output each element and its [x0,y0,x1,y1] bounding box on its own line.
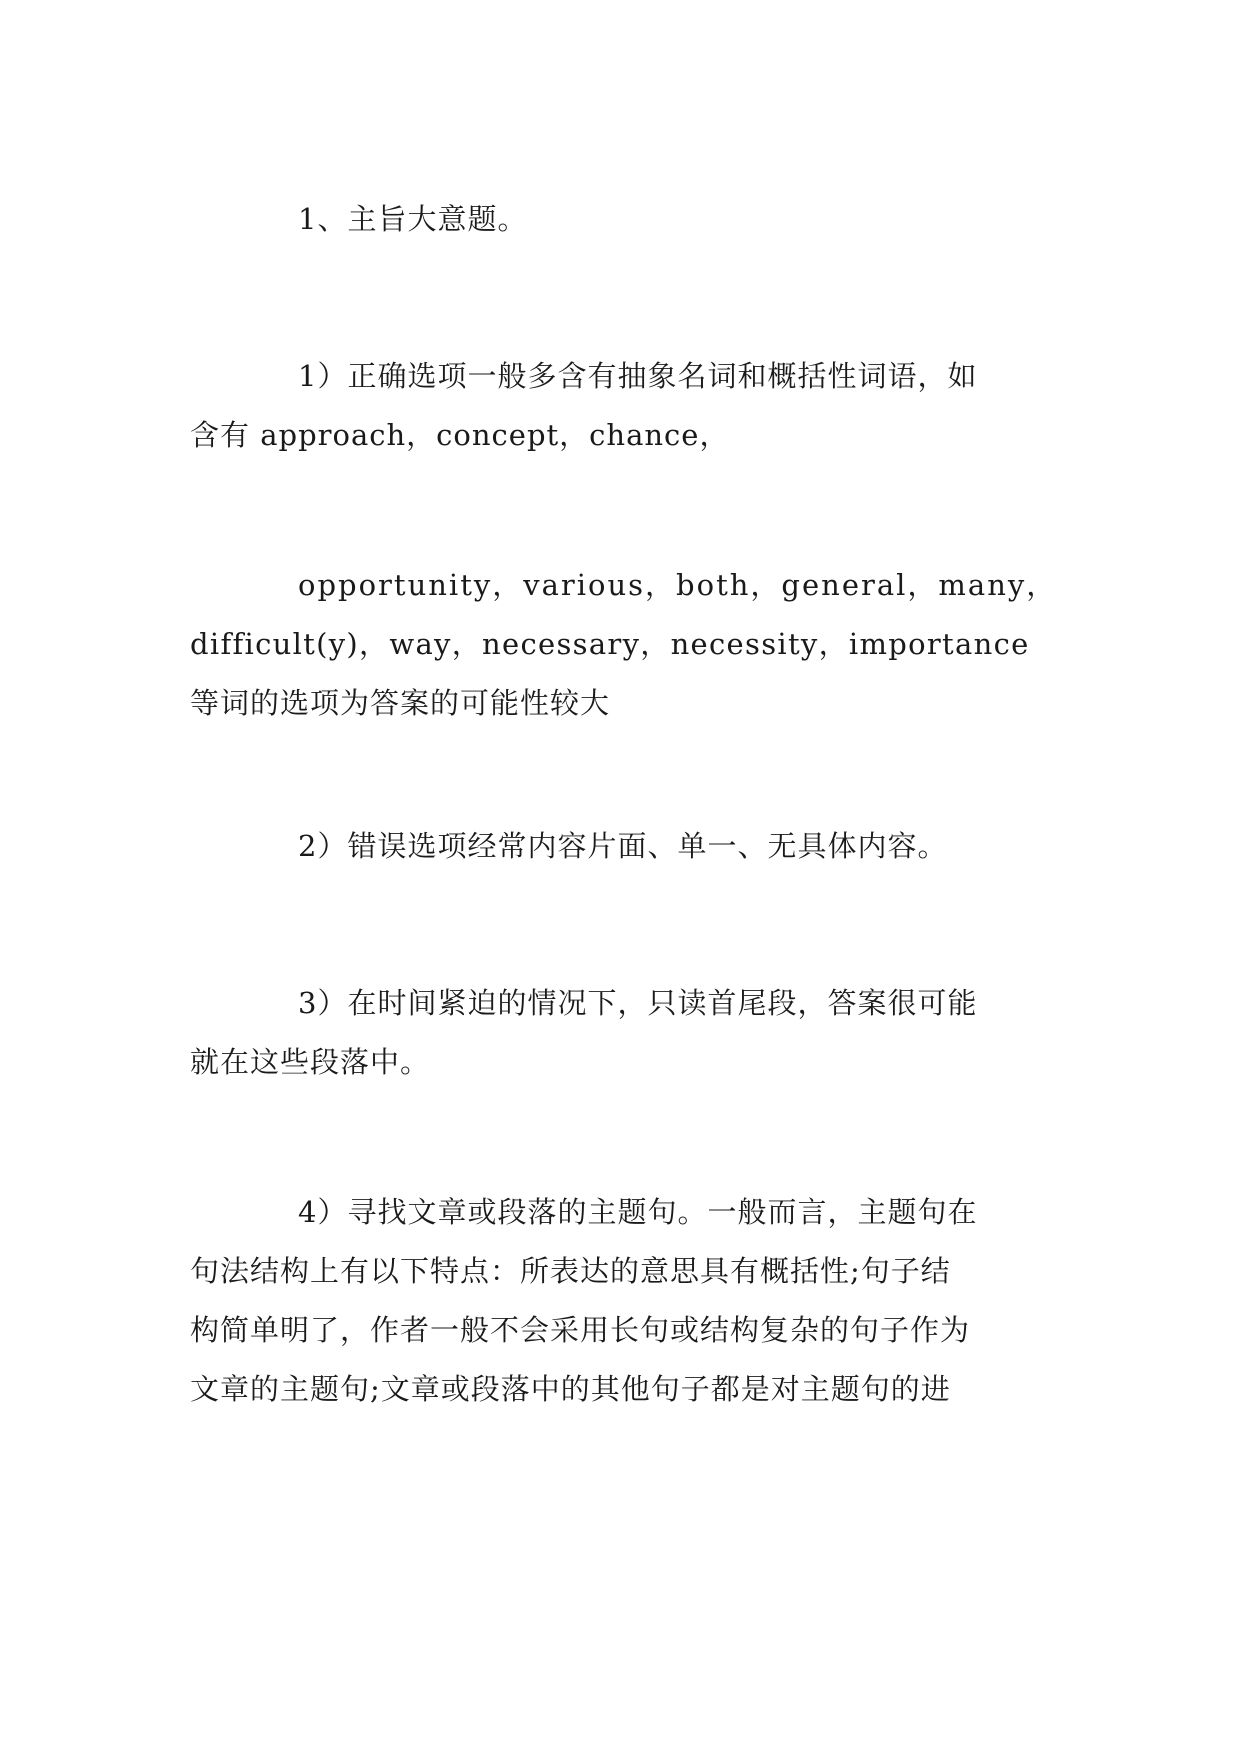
text-line: 1）正确选项一般多含有抽象名词和概括性词语，如 [298,359,978,393]
text-line: 文章的主题句;文章或段落中的其他句子都是对主题句的进 [190,1372,951,1406]
text-line: difficult(y)，way，necessary，necessity，importance [190,627,1030,661]
text-line: 4）寻找文章或段落的主题句。一般而言，主题句在 [298,1195,978,1229]
paragraph-item-4 [190,1183,1060,1419]
paragraph-item-3 [190,974,1060,1092]
text-line: opportunity，various，both，general，many， [298,568,1058,602]
text-line: 句法结构上有以下特点：所表达的意思具有概括性;句子结 [190,1254,951,1288]
text-line: 就在这些段落中。 [190,1045,431,1079]
text-line: 2）错误选项经常内容片面、单一、无具体内容。 [298,829,948,863]
text-line: 等词的选项为答案的可能性较大 [190,686,611,720]
text-line: 含有 approach，concept，chance， [190,418,730,452]
text-line: 1、主旨大意题。 [298,202,528,236]
text-line: 3）在时间紧迫的情况下，只读首尾段，答案很可能 [298,986,978,1020]
text-line: 构简单明了，作者一般不会采用长句或结构复杂的句子作为 [190,1313,971,1347]
paragraph-item-1 [190,347,1060,465]
paragraph-item-2 [190,817,1060,876]
paragraph-item-1-continued [190,556,1060,733]
section-heading [190,190,1060,249]
